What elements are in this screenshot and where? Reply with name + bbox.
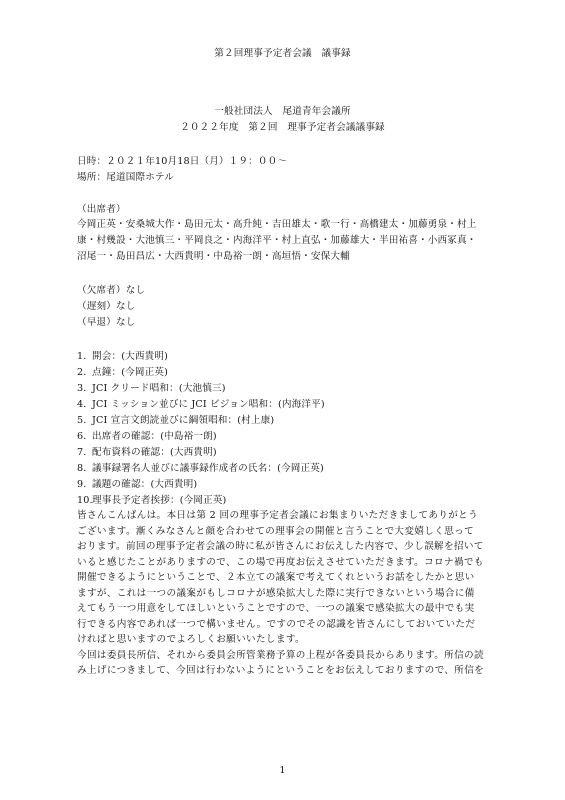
body-line: 開催できるようにということで、２本立ての議案で考えてくれというお話をしたかと思い: [77, 572, 475, 583]
agenda-item: 2. 点鐘：(今岡正英): [77, 367, 168, 378]
agenda-item: 7. 配布資料の確認：(大西貴明): [77, 447, 217, 458]
agenda-item: 1. 開会：(大西貴明): [77, 351, 168, 362]
header-title: 第２回理事予定者会議 議事録: [214, 48, 351, 59]
attendees-heading: （出席者）: [77, 204, 126, 215]
body-line: ければと思いますのでよろしくお願いいたします。: [77, 634, 305, 645]
page-number: 1: [279, 765, 286, 776]
agenda-item: 3. JCI クリード唱和：(大池慎三): [77, 383, 226, 394]
attendees-line: 今岡正英・安桑城大作・島田元太・高升純・吉田雄太・歌一行・高橋建太・加藤勇泉・村上: [77, 219, 477, 230]
early-leave-line: （早退）なし: [77, 317, 136, 328]
body-line: ますが、これは一つの議案がもしコロナが感染拡大した際に実行できないという場合に備: [77, 587, 475, 599]
late-line: （遅刻）なし: [77, 301, 136, 312]
body-line: み上げにつきまして、今回は行わないようにということをお伝えしておりますので、所信を: [77, 665, 485, 676]
attendees-line: 康・村幾設・大池慎三・平岡良之・内海洋平・村上直弘・加藤雄大・半田祐喜・小西冢真・: [77, 235, 477, 246]
agenda-item: 10.理事長予定者挨拶：(今岡正英): [77, 495, 227, 506]
agenda-item: 4. JCI ミッション並びに JCI ビジョン唱和：(内海洋平): [77, 399, 325, 410]
organization-name: 一般社団法人 尾道青年会議所: [214, 106, 351, 117]
meeting-datetime: 日時：２０２１年10月18日（月）１９：００～: [77, 156, 288, 167]
attendees-line: 沼尾一・島田昌広・大西貴明・中島裕一朗・高垣悟・安保大輔: [77, 251, 350, 262]
agenda-item: 8. 議事録署名人並びに議事録作成者の氏名：(今岡正英): [77, 463, 324, 474]
document-title: ２０２２年度 第２回 理事予定者会議議事録: [180, 122, 385, 133]
body-line: おります。前回の理事予定者会議の時に私が皆さんにお伝えした内容で、少し誤解を招いて: [77, 541, 484, 552]
meeting-place: 場所：尾道国際ホテル: [77, 172, 174, 183]
body-paragraph: [77, 508, 484, 679]
body-line: えてもう一つ用意をしてほしいということですので、一つの議案で感染拡大の最中でも実: [77, 603, 475, 614]
absent-line: （欠席者）なし: [77, 285, 146, 296]
body-line: 今回は委員長所信、それから委員会所管業務予算の上程が各委員長からあります。所信の読: [77, 649, 484, 661]
body-line: いると感じたことがありますので、この場で再度お伝えさせていただきます。コロナ禍でも: [77, 556, 484, 568]
agenda-item: 5. JCI 宣言文朗読並びに綱領唱和：(村上康): [77, 415, 275, 426]
body-line: 行できる内容であれば一つで構いません。ですのでその認識を皆さんにしておいていただ: [77, 618, 476, 630]
body-line: 皆さんこんばんは。本日は第 2 回の理事予定者会議にお集まりいただきましてありがとう: [77, 510, 479, 521]
agenda-item: 6. 出席者の確認：(中島裕一朗): [77, 431, 217, 442]
body-line: ございます。漸くみなさんと顔を合わせての理事会の開催と言うことで大変嬉しく思って: [77, 525, 474, 537]
agenda-item: 9. 議題の確認：(大西貴明): [77, 479, 198, 490]
